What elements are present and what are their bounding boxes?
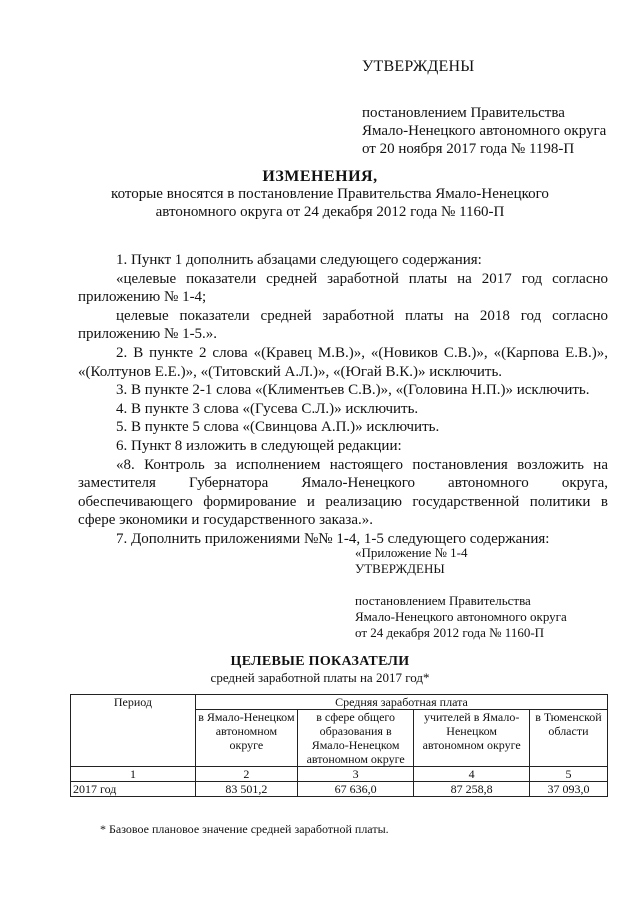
approval-line-3: от 20 ноября 2017 года № 1198-П (362, 141, 575, 157)
appendix-line-4: Ямало-Ненецкого автономного округа (355, 609, 567, 624)
appendix-block (355, 545, 567, 641)
paragraph: целевые показатели средней заработной платы на 2018 год согласно приложению № 1-5.». (78, 307, 608, 343)
table-subtitle: средней заработной платы на 2017 год* (210, 670, 430, 685)
approval-line-2: Ямало-Ненецкого автономного округа (362, 123, 607, 139)
approval-title: УТВЕРЖДЕНЫ (362, 58, 475, 75)
paragraph: 1. Пункт 1 дополнить абзацами следующего содержания: (116, 252, 482, 268)
header-col-1: в Ямало-Ненецком автономном округе (195, 710, 297, 767)
appendix-line-2: УТВЕРЖДЕНЫ (355, 561, 445, 576)
document-title: ИЗМЕНЕНИЯ, (262, 168, 378, 185)
col-number: 4 (414, 767, 530, 782)
col-number: 5 (529, 767, 607, 782)
approval-line-1: постановлением Правительства (362, 105, 565, 121)
appendix-line-5: от 24 декабря 2012 года № 1160-П (355, 625, 545, 640)
paragraph: 5. В пункте 5 слова «(Свинцова А.П.)» исключить. (116, 419, 440, 436)
paragraph: 4. В пункте 3 слова «(Гусева С.Л.)» исключить. (116, 400, 419, 417)
paragraph: «8. Контроль за исполнением настоящего постановления возложить на заместителя Губернатора Ямало-Ненецкого автономного округа, обеспечивающего формирование и реализацию государственной политики в сфере экономики и государственного заказа.». (78, 456, 608, 529)
row-value: 83 501,2 (195, 782, 297, 797)
header-group: Средняя заработная плата (195, 695, 607, 710)
col-number: 2 (195, 767, 297, 782)
paragraph: «целевые показатели средней заработной платы на 2017 год согласно приложению № 1-4; (78, 270, 608, 306)
appendix-line-1: «Приложение № 1-4 (355, 545, 468, 560)
appendix-line-3: постановлением Правительства (355, 593, 531, 608)
header-period: Период (71, 695, 196, 767)
table-header-row (71, 695, 608, 710)
footnote: * Базовое плановое значение средней заработной платы. (100, 822, 389, 836)
salary-table (70, 694, 608, 797)
approval-block (362, 58, 606, 158)
paragraph: 7. Дополнить приложениями №№ 1-4, 1-5 следующего содержания: (116, 530, 550, 547)
row-value: 67 636,0 (297, 782, 414, 797)
col-number: 1 (71, 767, 196, 782)
row-value: 37 093,0 (529, 782, 607, 797)
paragraph: 6. Пункт 8 изложить в следующей редакции: (116, 437, 402, 454)
header-col-3: учителей в Ямало-Ненецком автономном округе (414, 710, 530, 767)
paragraph: 2. В пункте 2 слова «(Кравец М.В.)», «(Новиков С.В.)», «(Карпова Е.В.)», «(Колтунов Е.Е.)», «(Титовский А.Л.)», «(Югай В.К.)» исключить. (78, 344, 608, 380)
row-period: 2017 год (71, 782, 196, 797)
table-title: ЦЕЛЕВЫЕ ПОКАЗАТЕЛИ (230, 654, 410, 669)
table-row (71, 782, 608, 797)
document-subtitle-line-1: которые вносятся в постановление Правительства Ямало-Ненецкого (111, 186, 549, 202)
col-number: 3 (297, 767, 414, 782)
row-value: 87 258,8 (414, 782, 530, 797)
header-col-2: в сфере общего образования в Ямало-Ненецком автономном округе (297, 710, 414, 767)
document-body (78, 251, 608, 549)
document-subtitle-line-2: автономного округа от 24 декабря 2012 года № 1160-П (155, 204, 505, 220)
table-number-row (71, 767, 608, 782)
paragraph: 3. В пункте 2-1 слова «(Климентьев С.В.)», «(Головина Н.П.)» исключить. (116, 382, 590, 399)
document-subtitle (60, 185, 600, 221)
header-col-4: в Тюменской области (529, 710, 607, 767)
